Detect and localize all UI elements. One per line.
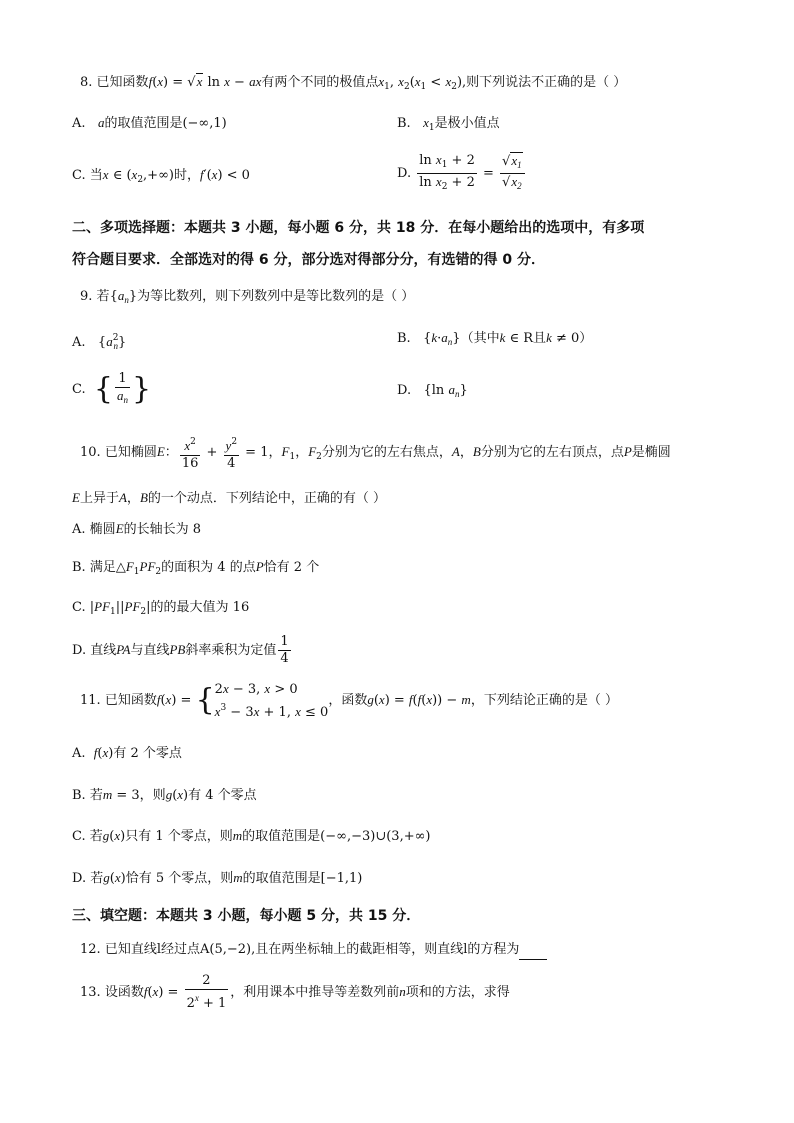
q13-stem: 13. 设函数f(x) = $\frac{2}{2^x + 1}$ ，利用课本中推导等差数列前n项和的方法，求得 [80,973,510,1011]
section-2-heading: 二、多项选择题：本题共 3 小题，每小题 6 分，共 18 分．在每小题给出的选项中，有多项 [72,220,645,236]
section-3-heading: 三、填空题：本题共 3 小题，每小题 5 分，共 15 分． [72,908,421,924]
q10-option-d: D. 直线PA与直线PB斜率乘积为定值 $\frac{1}{4}$ [72,634,289,666]
q8-option-b: B. $x_1$是极小值点 [397,115,500,133]
q9-stem: 9. 若$\{a_n\}$为等比数列，则下列数列中是等比数列的是（ ） [80,288,415,305]
q10-stem-line2: E上异于A，B的一个动点．下列结论中，正确的有（ ） [72,490,387,506]
q11-option-d: D. 若g(x)恰有 5 个零点，则m的取值范围是[−1,1) [72,870,363,886]
q10-option-a: A. 椭圆E的长轴长为 8 [72,521,202,537]
q11-stem: 11. 已知函数f(x) = { 2x − 3, x > 0 $x^3 - 3x + 1$, x ≤ 0 ，函数g(x) = f(f(x)) − m，下列结论正确的是（ ） [80,680,618,720]
q8-option-a: A. a的取值范围是(−∞,1) [72,115,227,131]
q8-option-c: C. 当x ∈ $(x_2,+\infty)$时，f′(x) < 0 [72,167,250,185]
q11-option-a: A. f(x)有 2 个零点 [72,745,182,761]
q10-option-b: B. 满足$\triangle F_1PF_2$的面积为 4 的点P恰有 2 个 [72,559,320,577]
section-2-heading-line2: 符合题目要求．全部选对的得 6 分，部分选对得部分分，有选错的得 0 分． [72,252,545,268]
q9-option-a: A. $\{a^2_n\}$ [72,333,127,351]
q9-option-c: C. { $\frac{1}{a_n}$ } [72,371,152,407]
q11-option-c: C. 若g(x)只有 1 个零点，则m的取值范围是(−∞,−3)∪(3,+∞) [72,828,431,844]
q8-option-d: D. $\frac{\ln x_1 + 2}{\ln x_2 + 2}$ = $\frac{√x_1}{√x_2}$ [397,152,527,196]
q8-stem: 8. 已知函数f(x) = √x ln x − ax有两个不同的极值点$x_1$, $x_2(x_1 < x_2)$,则下列说法不正确的是（ ） [80,74,627,92]
q11-option-b: B. 若m = 3，则g(x)有 4 个零点 [72,787,257,803]
q9-option-b: B. $\{k\cdot a_n\}$（其中k ∈ R且k ≠ 0） [397,330,593,347]
q10-stem: 10. 已知椭圆E： $\frac{x^2}{16}$ + $\frac{y^2}{4}$ = 1，$F_1$，$F_2$分别为它的左右焦点，A，B分别为它的左右顶点，点P是椭圆 [80,430,671,479]
q12-stem: 12. 已知直线l经过点A(5,−2),且在两坐标轴上的截距相等，则直线l的方程为 [80,940,547,960]
q12-answer-blank[interactable] [519,945,547,960]
q10-option-c: C. $|PF_1||PF_2|$的的最大值为 16 [72,599,250,617]
q9-option-d: D. {ln $a_n$} [397,382,468,399]
